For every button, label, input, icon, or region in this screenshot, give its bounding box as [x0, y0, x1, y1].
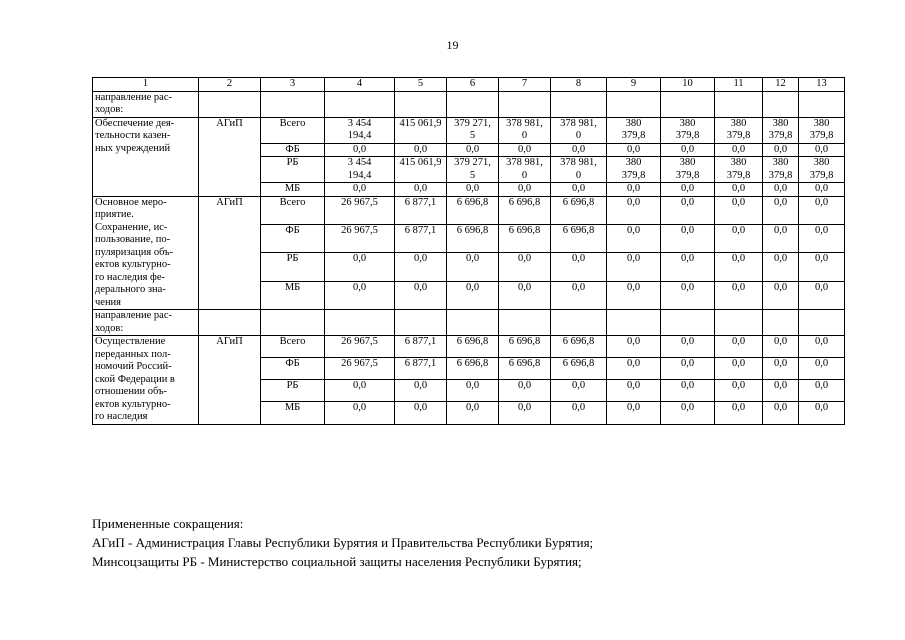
value-cell: 6 696,8 — [499, 196, 551, 224]
value-cell: 380 379,8 — [715, 117, 763, 143]
value-cell: 6 696,8 — [499, 336, 551, 358]
value-cell: 0,0 — [715, 281, 763, 309]
value-cell: 0,0 — [799, 402, 845, 424]
value-cell: 0,0 — [763, 336, 799, 358]
value-cell: 380 379,8 — [661, 117, 715, 143]
table-row — [93, 336, 845, 358]
funding-source: ФБ — [261, 224, 325, 252]
value-cell: 6 696,8 — [551, 196, 607, 224]
value-cell: 0,0 — [715, 358, 763, 380]
section-label-row — [93, 91, 845, 117]
value-cell: 26 967,5 — [325, 336, 395, 358]
value-cell: 0,0 — [661, 402, 715, 424]
column-header: 7 — [499, 78, 551, 92]
empty-cell — [799, 310, 845, 336]
empty-cell — [199, 310, 261, 336]
value-cell: 415 061,9 — [395, 117, 447, 143]
funding-source: ФБ — [261, 143, 325, 157]
empty-cell — [199, 91, 261, 117]
activity-name: Основное меро- приятие. Сохранение, ис- пользование, по- пуляризация объ- ектов культурно- го наследия фе- дерального зна- чения — [93, 196, 199, 310]
empty-cell — [499, 91, 551, 117]
value-cell: 6 696,8 — [447, 196, 499, 224]
value-cell: 0,0 — [715, 380, 763, 402]
value-cell: 6 696,8 — [447, 224, 499, 252]
value-cell: 0,0 — [799, 380, 845, 402]
value-cell: 0,0 — [447, 253, 499, 281]
value-cell: 0,0 — [447, 183, 499, 197]
value-cell: 0,0 — [715, 402, 763, 424]
value-cell: 0,0 — [395, 380, 447, 402]
value-cell: 6 696,8 — [447, 358, 499, 380]
column-header: 2 — [199, 78, 261, 92]
value-cell: 0,0 — [607, 183, 661, 197]
column-header: 11 — [715, 78, 763, 92]
value-cell: 3 454 194,4 — [325, 157, 395, 183]
value-cell: 0,0 — [607, 402, 661, 424]
value-cell: 0,0 — [499, 253, 551, 281]
value-cell: 0,0 — [447, 380, 499, 402]
value-cell: 6 696,8 — [499, 358, 551, 380]
value-cell: 0,0 — [499, 183, 551, 197]
value-cell: 6 696,8 — [499, 224, 551, 252]
value-cell: 0,0 — [607, 143, 661, 157]
value-cell: 0,0 — [325, 183, 395, 197]
value-cell: 0,0 — [763, 224, 799, 252]
section-label-row — [93, 310, 845, 336]
value-cell: 0,0 — [607, 380, 661, 402]
abbreviations-notes — [92, 514, 593, 571]
funding-source: РБ — [261, 157, 325, 183]
value-cell: 0,0 — [395, 183, 447, 197]
value-cell: 0,0 — [715, 336, 763, 358]
activity-name: Обеспечение дея- тельности казен- ных учреждений — [93, 117, 199, 196]
empty-cell — [447, 91, 499, 117]
activity-name: Осуществление переданных пол- номочий Россий- ской Федерации в отношении объ- ектов культурно- го наследия — [93, 336, 199, 425]
value-cell: 0,0 — [551, 143, 607, 157]
value-cell: 0,0 — [715, 224, 763, 252]
value-cell: 380 379,8 — [763, 117, 799, 143]
empty-cell — [395, 91, 447, 117]
value-cell: 0,0 — [763, 253, 799, 281]
value-cell: 380 379,8 — [799, 157, 845, 183]
note-item: АГиП - Администрация Главы Республики Бурятия и Правительства Республики Бурятия; — [92, 535, 594, 550]
empty-cell — [551, 91, 607, 117]
value-cell: 0,0 — [551, 380, 607, 402]
column-header: 3 — [261, 78, 325, 92]
page-number: 19 — [446, 38, 459, 52]
value-cell: 0,0 — [447, 402, 499, 424]
value-cell: 0,0 — [661, 183, 715, 197]
value-cell: 0,0 — [551, 281, 607, 309]
value-cell: 0,0 — [395, 143, 447, 157]
value-cell: 0,0 — [661, 224, 715, 252]
notes-title: Примененные сокращения: — [92, 516, 244, 531]
funding-source: РБ — [261, 253, 325, 281]
table-body — [93, 78, 845, 425]
empty-cell — [261, 310, 325, 336]
funding-source: МБ — [261, 281, 325, 309]
empty-cell — [499, 310, 551, 336]
value-cell: 0,0 — [715, 253, 763, 281]
funding-source: Всего — [261, 196, 325, 224]
value-cell: 0,0 — [325, 281, 395, 309]
value-cell: 26 967,5 — [325, 358, 395, 380]
value-cell: 0,0 — [325, 402, 395, 424]
column-header: 13 — [799, 78, 845, 92]
value-cell: 380 379,8 — [799, 117, 845, 143]
column-header: 8 — [551, 78, 607, 92]
value-cell: 0,0 — [763, 358, 799, 380]
value-cell: 0,0 — [715, 196, 763, 224]
value-cell: 0,0 — [799, 183, 845, 197]
value-cell: 380 379,8 — [607, 117, 661, 143]
empty-cell — [715, 91, 763, 117]
value-cell: 0,0 — [799, 358, 845, 380]
value-cell: 0,0 — [499, 281, 551, 309]
value-cell: 380 379,8 — [607, 157, 661, 183]
value-cell: 379 271, 5 — [447, 117, 499, 143]
value-cell: 0,0 — [799, 196, 845, 224]
value-cell: 0,0 — [661, 358, 715, 380]
value-cell: 0,0 — [661, 143, 715, 157]
value-cell: 380 379,8 — [763, 157, 799, 183]
responsible-org: АГиП — [199, 117, 261, 196]
value-cell: 380 379,8 — [715, 157, 763, 183]
value-cell: 0,0 — [551, 253, 607, 281]
value-cell: 0,0 — [799, 143, 845, 157]
empty-cell — [551, 310, 607, 336]
empty-cell — [325, 91, 395, 117]
empty-cell — [607, 310, 661, 336]
empty-cell — [447, 310, 499, 336]
value-cell: 0,0 — [395, 281, 447, 309]
header-row — [93, 78, 845, 92]
value-cell: 0,0 — [661, 281, 715, 309]
value-cell: 6 696,8 — [551, 224, 607, 252]
value-cell: 378 981, 0 — [499, 117, 551, 143]
table-row — [93, 196, 845, 224]
value-cell: 0,0 — [395, 253, 447, 281]
value-cell: 6 696,8 — [447, 336, 499, 358]
value-cell: 6 696,8 — [551, 336, 607, 358]
column-header: 9 — [607, 78, 661, 92]
value-cell: 6 877,1 — [395, 196, 447, 224]
value-cell: 0,0 — [607, 196, 661, 224]
value-cell: 0,0 — [763, 143, 799, 157]
value-cell: 0,0 — [551, 183, 607, 197]
value-cell: 0,0 — [607, 253, 661, 281]
value-cell: 378 981, 0 — [551, 117, 607, 143]
value-cell: 0,0 — [763, 281, 799, 309]
empty-cell — [715, 310, 763, 336]
table-row — [93, 117, 845, 143]
empty-cell — [763, 310, 799, 336]
value-cell: 0,0 — [661, 380, 715, 402]
empty-cell — [325, 310, 395, 336]
funding-source: Всего — [261, 117, 325, 143]
empty-cell — [763, 91, 799, 117]
value-cell: 6 877,1 — [395, 336, 447, 358]
value-cell: 26 967,5 — [325, 196, 395, 224]
value-cell: 0,0 — [661, 253, 715, 281]
empty-cell — [661, 91, 715, 117]
value-cell: 0,0 — [799, 253, 845, 281]
value-cell: 0,0 — [763, 196, 799, 224]
value-cell: 0,0 — [607, 281, 661, 309]
value-cell: 0,0 — [551, 402, 607, 424]
value-cell: 6 877,1 — [395, 358, 447, 380]
funding-source: МБ — [261, 402, 325, 424]
budget-table — [92, 77, 845, 425]
value-cell: 0,0 — [499, 143, 551, 157]
empty-cell — [261, 91, 325, 117]
funding-source: МБ — [261, 183, 325, 197]
column-header: 4 — [325, 78, 395, 92]
value-cell: 0,0 — [607, 358, 661, 380]
value-cell: 3 454 194,4 — [325, 117, 395, 143]
value-cell: 26 967,5 — [325, 224, 395, 252]
value-cell: 0,0 — [499, 402, 551, 424]
value-cell: 379 271, 5 — [447, 157, 499, 183]
value-cell: 0,0 — [715, 183, 763, 197]
section-label: направление рас- ходов: — [93, 310, 199, 336]
value-cell: 0,0 — [447, 143, 499, 157]
value-cell: 0,0 — [763, 380, 799, 402]
value-cell: 0,0 — [325, 143, 395, 157]
note-item: Минсоцзащиты РБ - Министерство социальной защиты населения Республики Бурятия; — [92, 554, 582, 569]
value-cell: 0,0 — [607, 224, 661, 252]
value-cell: 0,0 — [763, 183, 799, 197]
value-cell: 0,0 — [799, 281, 845, 309]
value-cell: 0,0 — [499, 380, 551, 402]
value-cell: 0,0 — [325, 380, 395, 402]
empty-cell — [395, 310, 447, 336]
value-cell: 0,0 — [447, 281, 499, 309]
empty-cell — [607, 91, 661, 117]
value-cell: 0,0 — [325, 253, 395, 281]
value-cell: 0,0 — [661, 336, 715, 358]
funding-source: Всего — [261, 336, 325, 358]
value-cell: 0,0 — [799, 224, 845, 252]
funding-source: ФБ — [261, 358, 325, 380]
value-cell: 380 379,8 — [661, 157, 715, 183]
value-cell: 378 981, 0 — [551, 157, 607, 183]
section-label: направление рас- ходов: — [93, 91, 199, 117]
value-cell: 6 877,1 — [395, 224, 447, 252]
column-header: 12 — [763, 78, 799, 92]
value-cell: 6 696,8 — [551, 358, 607, 380]
value-cell: 0,0 — [799, 336, 845, 358]
value-cell: 0,0 — [395, 402, 447, 424]
responsible-org: АГиП — [199, 196, 261, 310]
responsible-org: АГиП — [199, 336, 261, 425]
column-header: 6 — [447, 78, 499, 92]
column-header: 5 — [395, 78, 447, 92]
value-cell: 0,0 — [607, 336, 661, 358]
funding-source: РБ — [261, 380, 325, 402]
value-cell: 0,0 — [661, 196, 715, 224]
empty-cell — [799, 91, 845, 117]
value-cell: 0,0 — [763, 402, 799, 424]
column-header: 1 — [93, 78, 199, 92]
empty-cell — [661, 310, 715, 336]
value-cell: 378 981, 0 — [499, 157, 551, 183]
value-cell: 415 061,9 — [395, 157, 447, 183]
column-header: 10 — [661, 78, 715, 92]
value-cell: 0,0 — [715, 143, 763, 157]
